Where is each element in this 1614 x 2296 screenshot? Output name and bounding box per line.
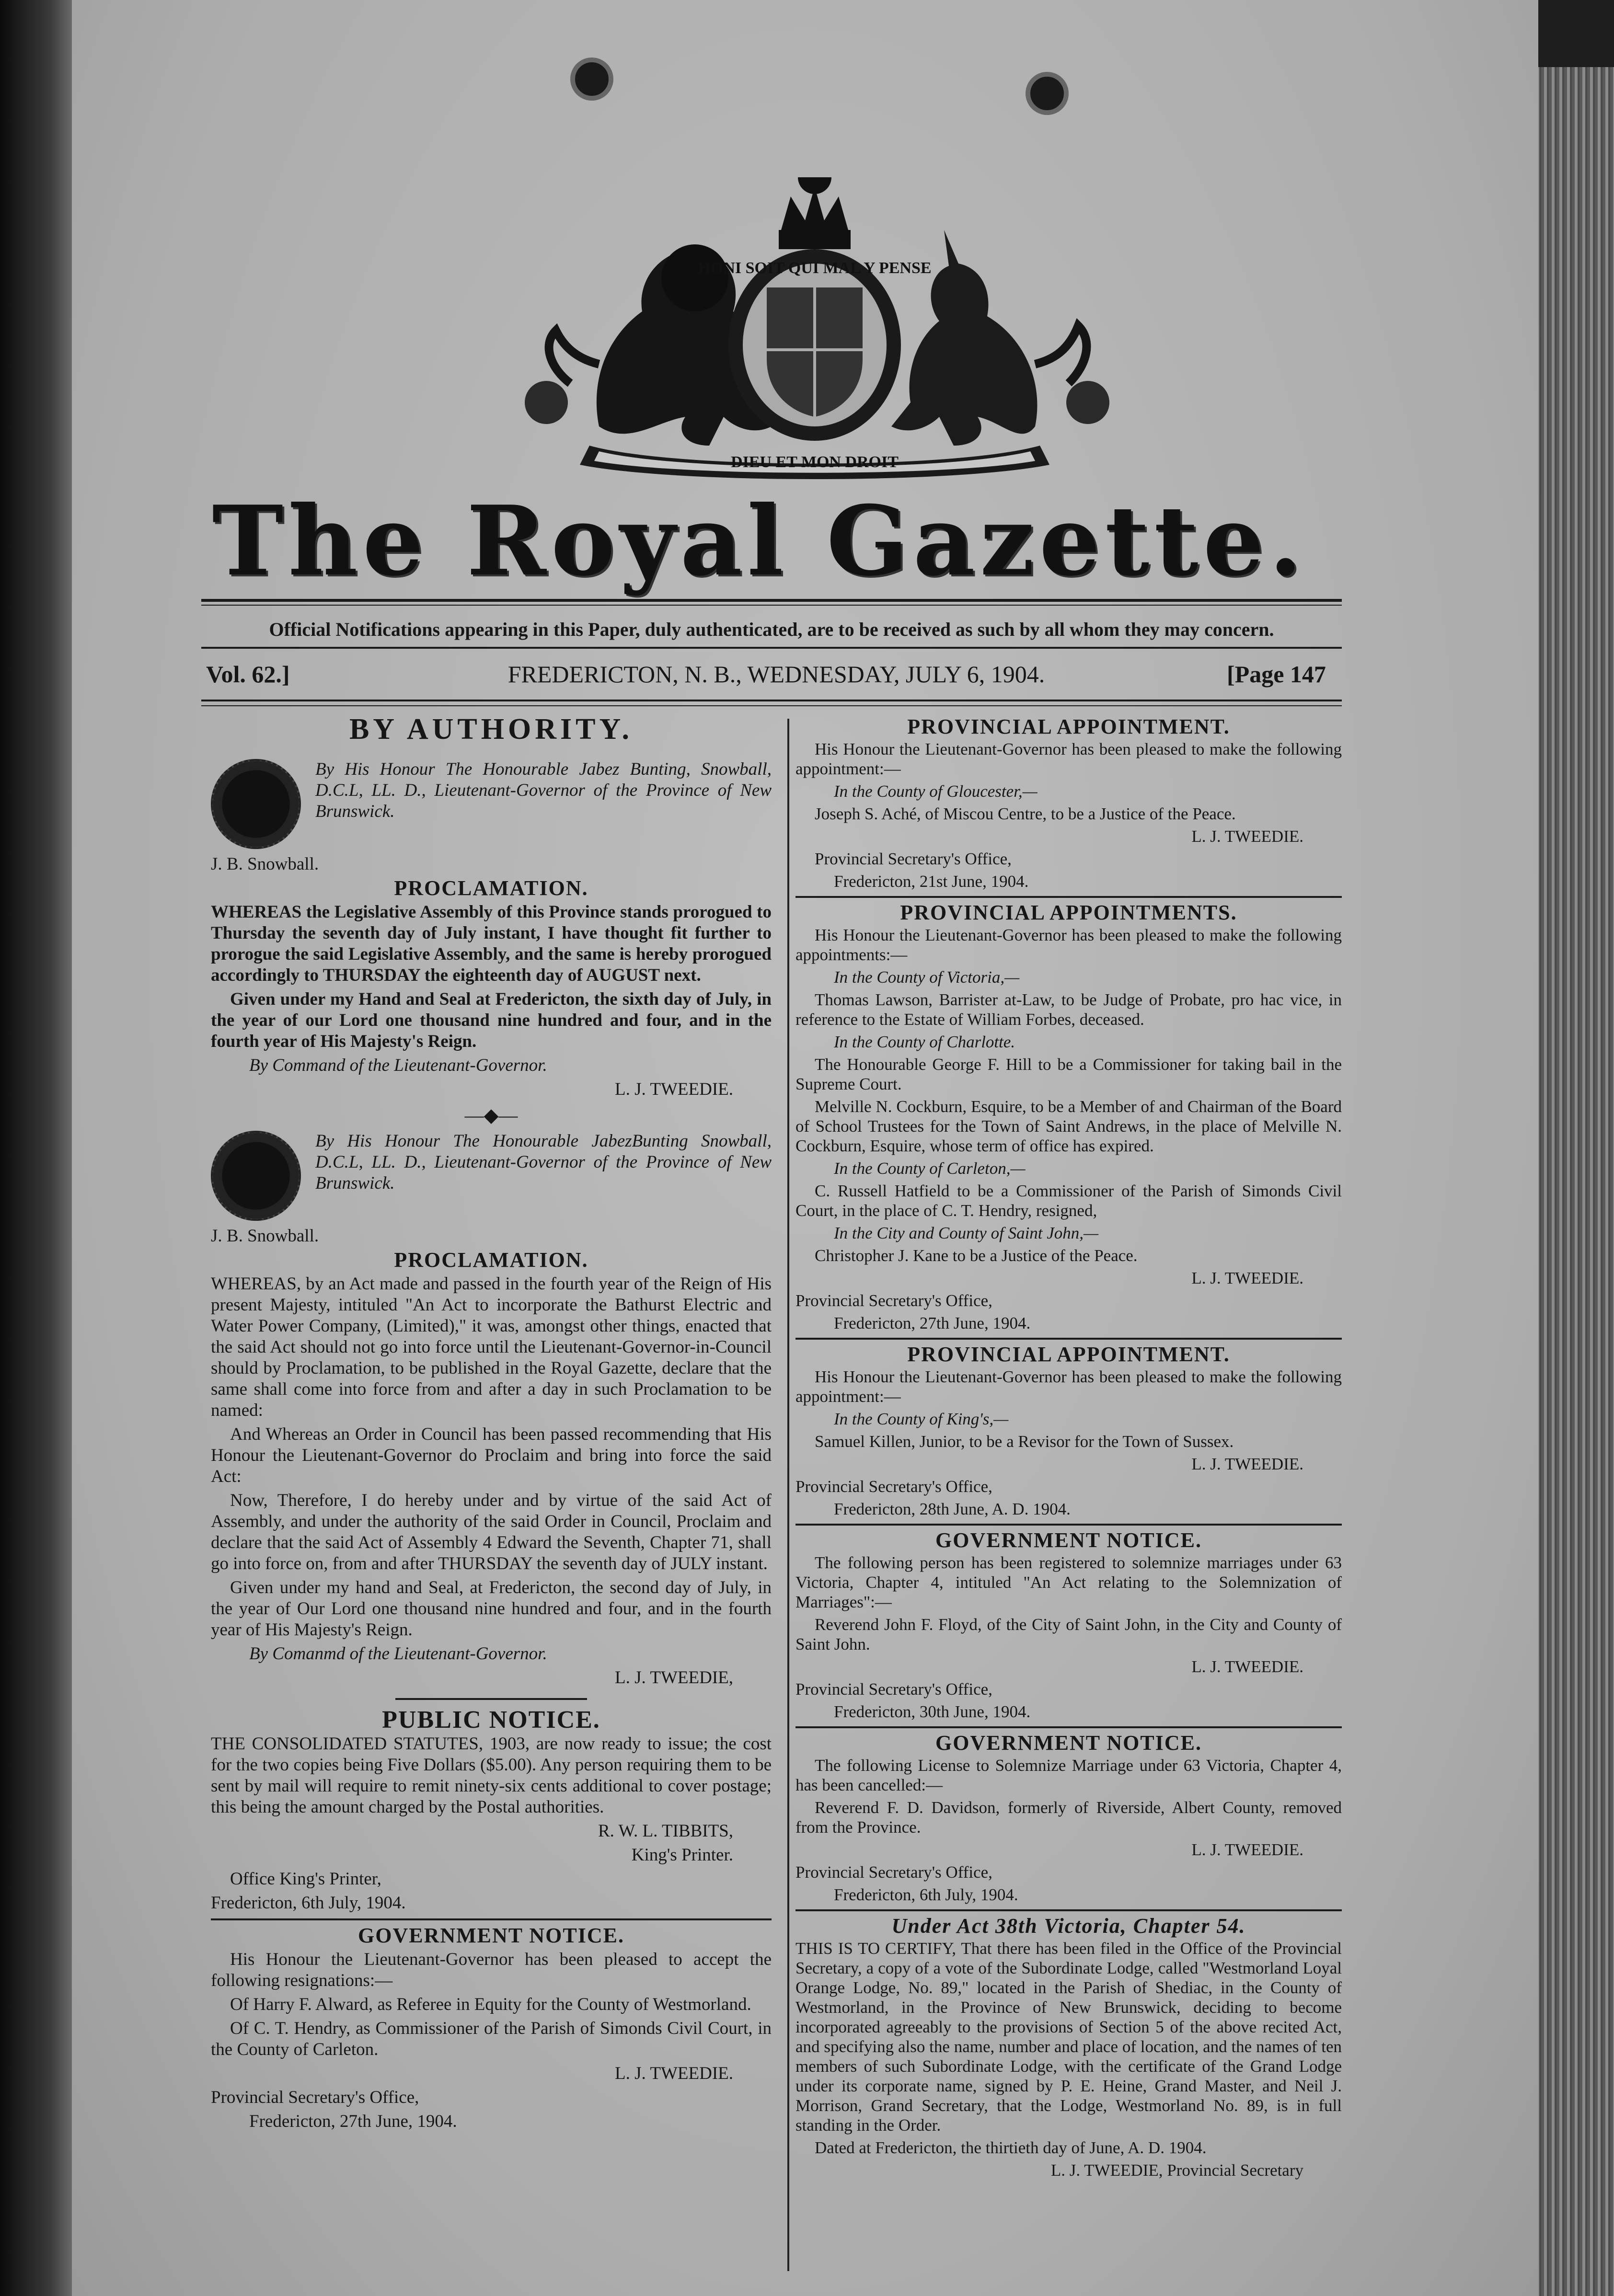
government-notice-heading: GOVERNMENT NOTICE.: [358, 1924, 624, 1947]
county-line: In the County of Victoria,—: [834, 968, 1020, 987]
date-line: Fredericton, 27th June, 1904.: [834, 1314, 1031, 1332]
signed-name: J. B. Snowball.: [211, 1226, 319, 1246]
scroll-motto: DIEU ET MON DROIT: [731, 453, 899, 471]
notice-item: Of Harry F. Alward, as Referee in Equity for the County of Westmorland.: [230, 1995, 751, 2014]
left-column: [211, 714, 772, 2135]
public-notice-heading: PUBLIC NOTICE.: [382, 1706, 600, 1733]
dateline-rule: [201, 705, 1342, 706]
public-notice-body: THE CONSOLIDATED STATUTES, 1903, are now ready to issue; the cost for the two copies being Five Dollars ($5.00). Any person requiring them to be sent by mail will require to remit ninety-six cents additional to cover postage; this being the amount charged by the Postal authorities.: [211, 1734, 772, 1817]
signed-name: J. B. Snowball.: [211, 854, 319, 874]
signature: L. J. TWEEDIE.: [1191, 1840, 1303, 1859]
date-line: Fredericton, 6th July, 1904.: [834, 1885, 1018, 1904]
act-heading: Under Act 38th Victoria, Chapter 54.: [891, 1914, 1246, 1938]
date-line: Fredericton, 30th June, 1904.: [834, 1702, 1031, 1721]
page-stack-edge: [1533, 67, 1614, 2296]
proclamation-given: Given under my hand and Seal, at Fredericton, the second day of July, in the year of Our Lord one thousand nine hundred and four, and in the fourth year of His Majesty's Reign.: [211, 1578, 772, 1640]
date-line: Fredericton, 27th June, 1904.: [249, 2112, 457, 2131]
proclamation-heading: PROCLAMATION.: [394, 876, 588, 900]
notice-item: C. Russell Hatfield to be a Commissioner of the Parish of Simonds Civil Court, in the place of C. T. Hendry, resigned,: [795, 1182, 1342, 1220]
subline-rule: [201, 647, 1342, 649]
date-line: Fredericton, 28th June, A. D. 1904.: [834, 1500, 1071, 1518]
section-rule: [211, 1918, 772, 1920]
section-rule: [795, 1338, 1342, 1340]
proclamation-heading: PROCLAMATION.: [394, 1248, 588, 1272]
signature: L. J. TWEEDIE, Provincial Secretary: [1050, 2161, 1303, 2180]
notice-body: The following person has been registered to solemnize marriages under 63 Victoria, Chapter 4, intituled "An Act relating to the Solemnization of Marriages":—: [795, 1553, 1342, 1611]
signature: L. J. TWEEDIE.: [1191, 1269, 1303, 1287]
signature: L. J. TWEEDIE.: [1191, 1657, 1303, 1676]
appointment-heading: PROVINCIAL APPOINTMENT.: [907, 1343, 1230, 1366]
garter-motto: HONI SOIT QUI MAL Y PENSE: [698, 259, 932, 277]
column-divider: [787, 719, 789, 2271]
section-rule: [395, 1698, 587, 1700]
date-line: Fredericton, 6th July, 1904.: [211, 1893, 406, 1913]
county-line: In the City and County of Saint John,—: [834, 1224, 1099, 1242]
signature: L. J. TWEEDIE,: [615, 1668, 733, 1688]
appointment-heading: PROVINCIAL APPOINTMENT.: [907, 715, 1230, 738]
appointment-heading: PROVINCIAL APPOINTMENTS.: [900, 901, 1237, 924]
proclamation-command: By Command of the Lieutenant-Governor.: [249, 1056, 547, 1075]
section-rule: [795, 896, 1342, 898]
notice-item: Melville N. Cockburn, Esquire, to be a Member of and Chairman of the Board of School Trustees for the Town of Saint Andrews, in the place of Melville N. Cockburn, Esquire, whose term of office has expired.: [795, 1097, 1342, 1155]
proclamation-command: By Comanmd of the Lieutenant-Governor.: [249, 1644, 547, 1664]
office-line: Provincial Secretary's Office,: [795, 1291, 992, 1310]
notice-item: Of C. T. Hendry, as Commissioner of the Parish of Simonds Civil Court, in the County of Carleton.: [211, 2019, 772, 2059]
masthead-title: The Royal Gazette.: [212, 485, 1307, 597]
signature-title: King's Printer.: [631, 1845, 733, 1865]
notice-item: Reverend F. D. Davidson, formerly of Riverside, Albert County, removed from the Province.: [795, 1798, 1342, 1837]
notice-body: His Honour the Lieutenant-Governor has been pleased to make the following appointment:—: [795, 740, 1342, 778]
county-line: In the County of Carleton,—: [834, 1159, 1026, 1178]
proclamation-intro: By His Honour The Honourable Jabez Bunting, Snowball, D.C.L, LL. D., Lieutenant-Governor of the Province of New Brunswick.: [315, 759, 772, 821]
page-number: [Page 147: [1227, 661, 1326, 688]
notice-body: His Honour the Lieutenant-Governor has been pleased to make the following appointments:—: [795, 926, 1342, 964]
date-line: Fredericton, 21st June, 1904.: [834, 872, 1029, 891]
notice-item: Reverend John F. Floyd, of the City of Saint John, in the City and County of Saint John.: [795, 1615, 1342, 1653]
government-notice-heading: GOVERNMENT NOTICE.: [935, 1731, 1202, 1755]
county-line: In the County of Charlotte.: [834, 1033, 1015, 1051]
county-line: In the County of King's,—: [834, 1410, 1009, 1428]
notice-body: His Honour the Lieutenant-Governor has been pleased to accept the following resignations:—: [211, 1950, 772, 1990]
dateline-rule: [201, 700, 1342, 701]
volume-number: Vol. 62.]: [206, 661, 290, 688]
proclamation-body: Now, Therefore, I do hereby under and by virtue of the said Act of Assembly, and under the authority of the said Order in Council, Proclaim and declare that the said Act of Assembly 4 Edward the Seventh, Chapter 71, shall go into force on, from and after THURSDAY the seventh day of JULY instant.: [211, 1491, 772, 1573]
proclamation-2: [211, 1131, 772, 1688]
act-dated: Dated at Fredericton, the thirtieth day of June, A. D. 1904.: [815, 2138, 1207, 2157]
proclamation-given: Given under my Hand and Seal at Fredericton, the sixth day of July, in the year of our Lord one thousand nine hundred and four, and in the fourth year of His Majesty's Reign.: [211, 989, 772, 1051]
office-line: Provincial Secretary's Office,: [795, 1477, 992, 1496]
office-line: Office King's Printer,: [230, 1869, 381, 1889]
masthead-rule: [201, 605, 1342, 606]
proclamation-1: [211, 759, 772, 1100]
by-authority-heading: BY AUTHORITY.: [349, 713, 634, 746]
office-line: Provincial Secretary's Office,: [795, 1680, 992, 1699]
section-rule: [795, 1726, 1342, 1728]
binder-hole: [1026, 72, 1069, 115]
notice-item: The Honourable George F. Hill to be a Commissioner for taking bail in the Supreme Court.: [795, 1055, 1342, 1093]
right-column: [795, 714, 1342, 2183]
proclamation-intro: By His Honour The Honourable JabezBunting Snowball, D.C.L, LL. D., Lieutenant-Governor of the Province of New Brunswick.: [315, 1131, 772, 1193]
notice-item: Christopher J. Kane to be a Justice of the Peace.: [815, 1246, 1138, 1265]
signature: L. J. TWEEDIE.: [615, 1079, 733, 1099]
dateline: FREDERICTON, N. B., WEDNESDAY, JULY 6, 1904.: [507, 661, 1045, 688]
act-body: THIS IS TO CERTIFY, That there has been filed in the Office of the Provincial Secretary, a copy of a vote of the Subordinate Lodge, called "Westmorland Loyal Orange Lodge, No. 89," located in the Parish of Shediac, in the County of Westmorland, in the Province of New Brunswick, deciding to become incorporated agreeably to the provisions of Section 5 of the above recited Act, and specifying also the name, number and place of location, and the names of ten members of such Subordinate Lodge, with the certificate of the Grand Lodge under its corporate name, signed by P. E. Heine, Grand Master, and Neil J. Morrison, Grand Secretary, that the Lodge, Westmorland No. 89, is in full standing in the Order.: [795, 1939, 1342, 2135]
binding-shadow: [0, 0, 72, 2296]
proclamation-body: And Whereas an Order in Council has been passed recommending that His Honour the Lieutenant-Governor do Proclaim and bring into force the said Act:: [211, 1424, 772, 1486]
section-rule: [795, 1524, 1342, 1526]
notice-item: Thomas Lawson, Barrister at-Law, to be Judge of Probate, pro hac vice, in reference to the Estate of William Forbes, deceased.: [795, 990, 1342, 1029]
ornament-divider: —◆—: [464, 1104, 518, 1126]
notice-item: Joseph S. Aché, of Miscou Centre, to be a Justice of the Peace.: [815, 804, 1236, 823]
office-line: Provincial Secretary's Office,: [211, 2088, 419, 2107]
notice-item: Samuel Killen, Junior, to be a Revisor for the Town of Sussex.: [815, 1432, 1234, 1451]
seal-icon: [211, 759, 301, 849]
county-line: In the County of Gloucester,—: [834, 782, 1038, 801]
signature: L. J. TWEEDIE.: [1191, 827, 1303, 846]
proclamation-body: WHEREAS the Legislative Assembly of this Province stands prorogued to Thursday the seventh day of July instant, I have thought fit further to prorogue the said Legislative Assembly, and the same is hereby prorogued accordingly to THURSDAY the eighteenth day of AUGUST next.: [211, 902, 772, 985]
seal-icon: [211, 1131, 301, 1221]
royal-coat-of-arms-image: [484, 177, 1145, 484]
notice-body: The following License to Solemnize Marriage under 63 Victoria, Chapter 4, has been cancelled:—: [795, 1756, 1342, 1794]
signature: L. J. TWEEDIE.: [1191, 1455, 1303, 1473]
office-line: Provincial Secretary's Office,: [815, 850, 1012, 868]
section-rule: [795, 1909, 1342, 1911]
proclamation-body: WHEREAS, by an Act made and passed in the fourth year of the Reign of His present Majesty, intituled "An Act to incorporate the Bathurst Electric and Water Power Company, (Limited)," it was, amongst other things, enacted that the said Act should not go into force until the Lieutenant-Governor-in-Council should by Proclamation, to be published in the Royal Gazette, declare that the same shall come into force from and after a day in such Proclamation to be named:: [211, 1274, 772, 1420]
signature: L. J. TWEEDIE.: [615, 2064, 733, 2083]
signature: R. W. L. TIBBITS,: [598, 1821, 733, 1841]
binder-hole: [570, 57, 613, 101]
official-notice-line: Official Notifications appearing in this Paper, duly authenticated, are to be received as such by all whom they may concern.: [269, 619, 1274, 640]
masthead-rule: [201, 599, 1342, 602]
office-line: Provincial Secretary's Office,: [795, 1863, 992, 1882]
government-notice-heading: GOVERNMENT NOTICE.: [935, 1528, 1202, 1552]
notice-body: His Honour the Lieutenant-Governor has been pleased to make the following appointment:—: [795, 1367, 1342, 1406]
